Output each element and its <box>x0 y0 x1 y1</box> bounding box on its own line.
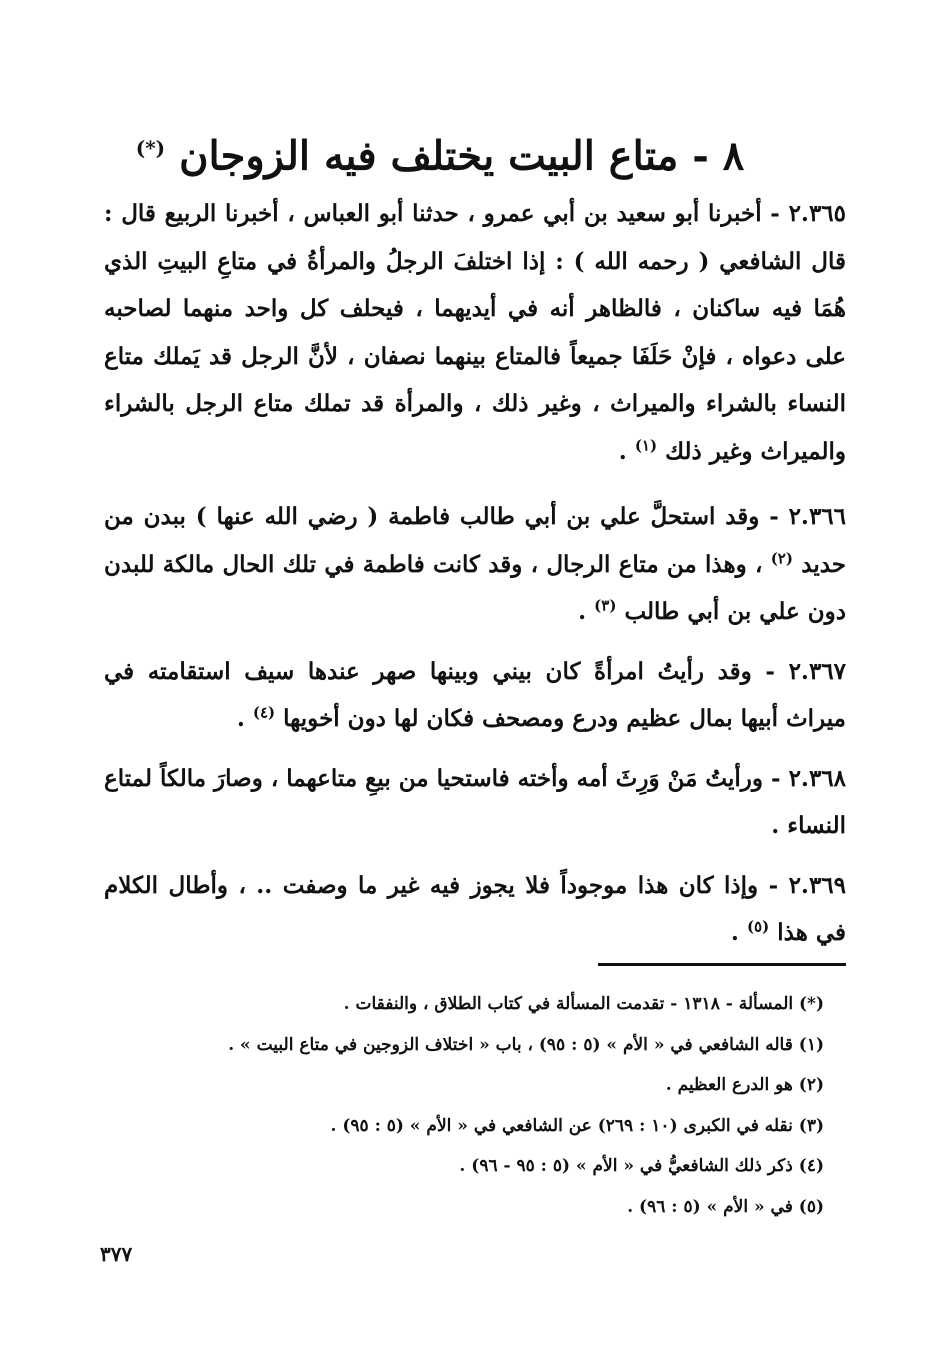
chapter-title-text: ٨ - متاع البيت يختلف فيه الزوجان <box>179 132 745 180</box>
paragraph-tail: . <box>236 705 253 732</box>
chapter-title <box>100 118 780 186</box>
footnote-reference: (٣) <box>594 596 617 615</box>
footnote: (٥) في « الأم » (٥ : ٩٦) . <box>627 1196 824 1217</box>
paragraph-text: - وقد استحلَّ علي بن أبي طالب فاطمة ( رضي الله عنها ) ببدن من حديد <box>104 503 847 578</box>
paragraph-text: - ورأيتُ مَنْ وَرِثَ أمه وأخته فاستحيا من بيعِ متاعهما ، وصارَ مالكاً لمتاع النساء . <box>104 764 846 839</box>
title-footnote-marker: (*) <box>135 136 166 160</box>
paragraph-number: ٢.٣٦٧ <box>788 657 846 685</box>
paragraph <box>104 648 846 743</box>
paragraph-text: - وقد رأيتُ امرأةً كان بيني وبينها صهر عندها سيف استقامته في ميراث أبيها بمال عظيم ودرع ومصحف فكان لها دون أخويها <box>104 657 846 732</box>
footnote: (١) قاله الشافعي في « الأم » (٥ : ٩٥) ، باب « اختلاف الزوجين في متاع البيت » . <box>228 1034 824 1055</box>
footnote-reference: (٢) <box>770 548 793 567</box>
footnote: (٣) نقله في الكبرى (١٠ : ٢٦٩) عن الشافعي في « الأم » (٥ : ٩٥) . <box>330 1115 824 1136</box>
footnote-reference: (٥) <box>746 917 770 936</box>
paragraph <box>104 862 846 957</box>
paragraph-tail: . <box>578 598 595 625</box>
footnotes <box>200 984 824 1227</box>
footnote: (*) المسألة - ١٣١٨ - تقدمت المسألة في كتاب الطلاق ، والنفقات . <box>343 994 824 1014</box>
paragraph-number: ٢.٣٦٩ <box>788 871 846 899</box>
paragraph-text: - وإذا كان هذا موجوداً فلا يجوز فيه غير ما وصفت .. ، وأطال الكلام في هذا <box>104 871 846 946</box>
paragraph-text: - أخبرنا أبو سعيد بن أبي عمرو ، حدثنا أبو العباس ، أخبرنا الربيع قال : قال الشافعي ( رحمه الله ) : إذا اختلفَ الرجلُ والمرأةُ في متاعِ البيتِ الذي هُمَا فيه ساكنان ، فالظاهر أنه في أيديهما ، فيحلف كل واحد منهما لصاحبه على دعواه ، فإنْ حَلَفَا جميعاً فالمتاع بينهما نصفان ، لأنَّ الرجل قد يَملك متاع النساء بالشراء والميراث ، وغير ذلك ، والمرأة قد تملك متاع الرجل بالشراء والميراث وغير ذلك <box>104 200 846 465</box>
body-text <box>104 190 846 969</box>
paragraph-number: ٢.٣٦٥ <box>788 200 846 227</box>
paragraph-number: ٢.٣٦٦ <box>788 503 846 530</box>
footnote-reference: (١) <box>634 435 658 454</box>
footnote: (٤) ذكر ذلك الشافعيُّ في « الأم » (٥ : ٩٥ - ٩٦) . <box>459 1156 824 1176</box>
paragraph <box>104 755 846 850</box>
paragraph <box>104 190 846 475</box>
footnote-reference: (٤) <box>252 703 276 722</box>
footnote-divider <box>598 963 846 966</box>
page-number: ٣٧٧ <box>100 1242 133 1266</box>
paragraph-number: ٢.٣٦٨ <box>788 764 846 792</box>
paragraph-tail: . <box>618 437 635 465</box>
footnote: (٢) هو الدرع العظيم . <box>665 1075 824 1095</box>
paragraph-tail: ، وهذا من متاع الرجال ، وقد كانت فاطمة في تلك الحال مالكة للبدن دون علي بن أبي طالب <box>104 550 846 625</box>
paragraph <box>104 493 846 636</box>
paragraph-tail: . <box>730 919 747 946</box>
